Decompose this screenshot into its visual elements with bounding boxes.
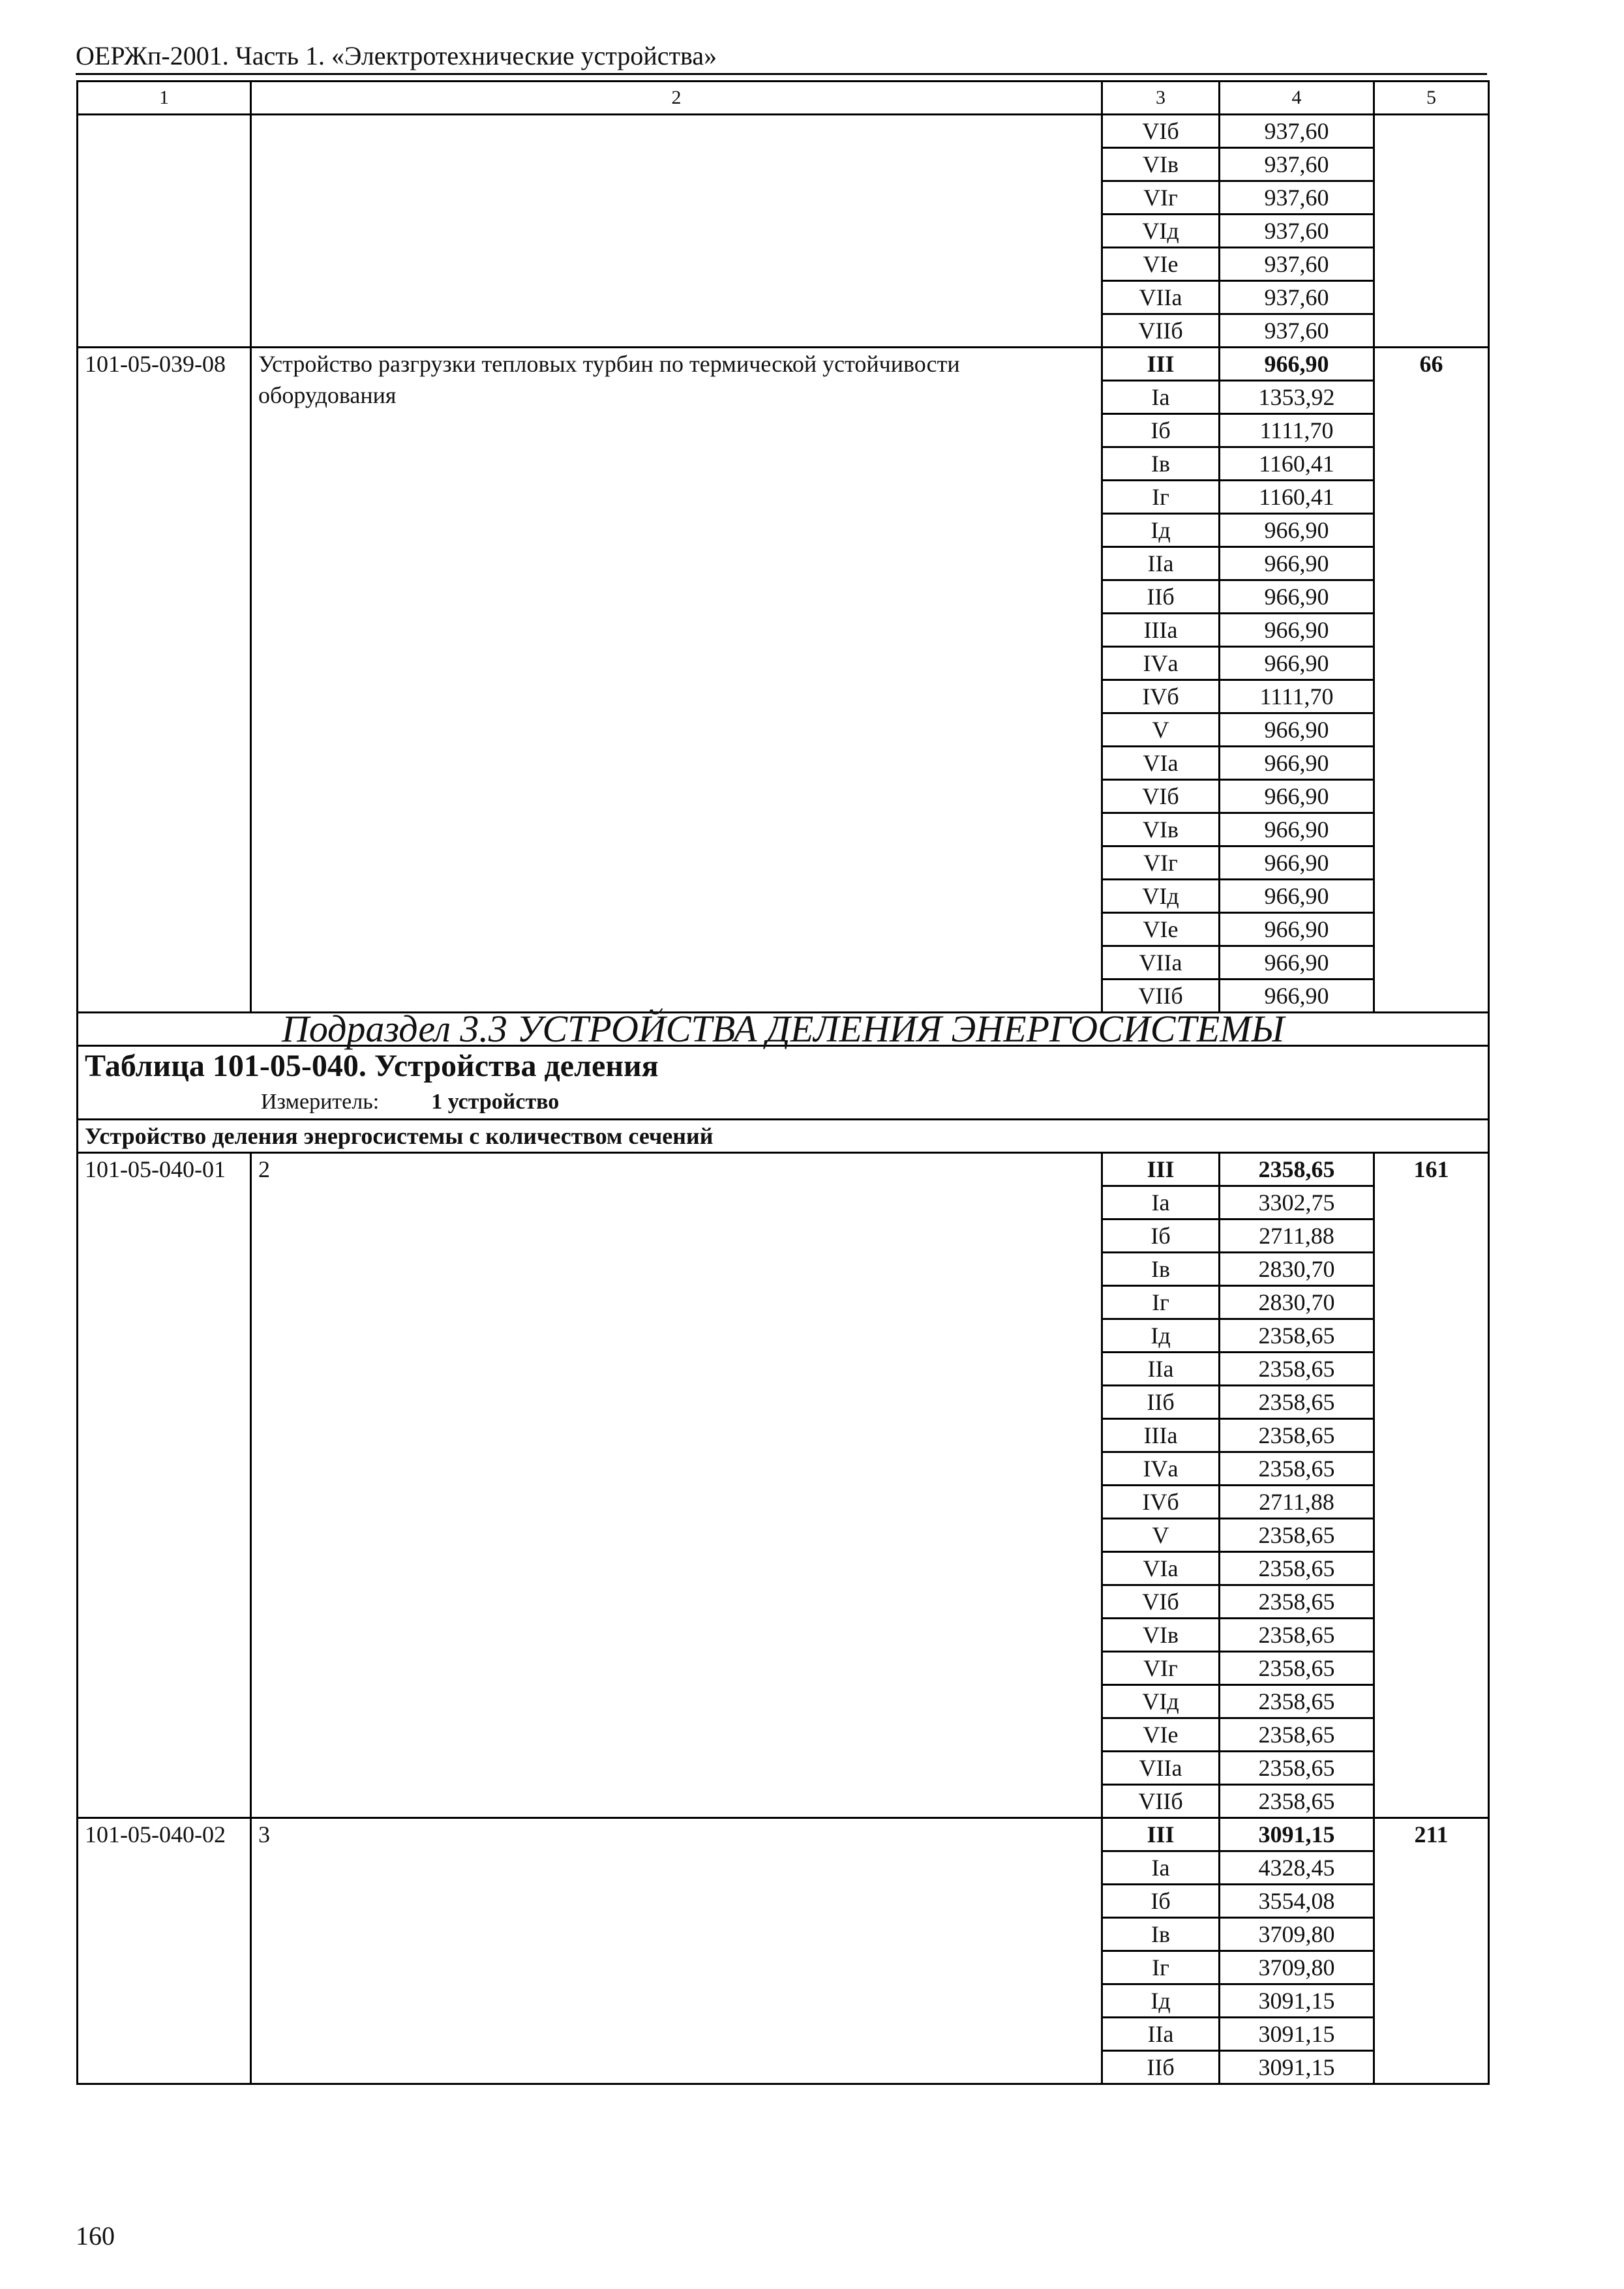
price-table [76, 80, 1490, 2085]
zone-cell: IIб [1102, 580, 1220, 614]
table-row [78, 1818, 1489, 1851]
price-cell: 2358,65 [1220, 1353, 1374, 1386]
column5-cell: 161 [1374, 1153, 1489, 1818]
zone-cell: VIIа [1102, 1752, 1220, 1785]
description-cell [251, 115, 1102, 348]
price-cell: 966,90 [1220, 348, 1374, 381]
zone-cell: VIд [1102, 880, 1220, 913]
price-table-body [78, 82, 1489, 2084]
price-cell: 937,60 [1220, 181, 1374, 215]
price-cell: 966,90 [1220, 980, 1374, 1013]
price-cell: 3091,15 [1220, 1818, 1374, 1851]
zone-cell: IIIа [1102, 1419, 1220, 1452]
group-title-row [78, 1120, 1489, 1153]
price-cell: 1160,41 [1220, 447, 1374, 481]
price-cell: 937,60 [1220, 314, 1374, 348]
price-cell: 2358,65 [1220, 1652, 1374, 1685]
zone-cell: VIIа [1102, 946, 1220, 980]
measure-value: 1 устройство [431, 1090, 560, 1114]
table-row [78, 1153, 1489, 1186]
measure-label: Измеритель: [261, 1090, 380, 1114]
price-cell: 2358,65 [1220, 1685, 1374, 1718]
zone-cell: Iд [1102, 1984, 1220, 2018]
price-cell: 2358,65 [1220, 1386, 1374, 1419]
zone-cell: VIIб [1102, 314, 1220, 348]
description-cell: 2 [251, 1153, 1102, 1818]
zone-cell: IIIа [1102, 614, 1220, 647]
zone-cell: III [1102, 348, 1220, 381]
zone-cell: Iг [1102, 1951, 1220, 1984]
zone-cell: IIа [1102, 547, 1220, 580]
zone-cell: VIб [1102, 115, 1220, 148]
price-cell: 1353,92 [1220, 381, 1374, 414]
price-cell: 966,90 [1220, 747, 1374, 780]
position-code-cell [78, 115, 251, 348]
price-cell: 2358,65 [1220, 1752, 1374, 1785]
price-cell: 966,90 [1220, 813, 1374, 846]
zone-cell: Iд [1102, 1319, 1220, 1353]
price-cell: 3709,80 [1220, 1951, 1374, 1984]
position-code-cell: 101-05-040-02 [78, 1818, 251, 2084]
column-number: 3 [1102, 82, 1220, 115]
price-cell: 2711,88 [1220, 1219, 1374, 1253]
column5-cell: 211 [1374, 1818, 1489, 2084]
price-cell: 2358,65 [1220, 1619, 1374, 1652]
price-cell: 2711,88 [1220, 1486, 1374, 1519]
price-cell: 966,90 [1220, 614, 1374, 647]
price-cell: 2358,65 [1220, 1452, 1374, 1486]
price-cell: 3091,15 [1220, 2018, 1374, 2051]
zone-cell: Iб [1102, 414, 1220, 447]
price-cell: 966,90 [1220, 580, 1374, 614]
price-cell: 2358,65 [1220, 1153, 1374, 1186]
measure-line [261, 1086, 1481, 1118]
price-cell: 966,90 [1220, 946, 1374, 980]
zone-cell: VIв [1102, 148, 1220, 181]
zone-cell: VIIа [1102, 281, 1220, 314]
price-cell: 937,60 [1220, 281, 1374, 314]
running-header: ОЕРЖп-2001. Часть 1. «Электротехнические устройства» [76, 41, 717, 70]
column5-cell [1374, 115, 1489, 348]
price-cell: 2358,65 [1220, 1718, 1374, 1752]
zone-cell: Iг [1102, 481, 1220, 514]
price-cell: 3554,08 [1220, 1885, 1374, 1918]
zone-cell: VIг [1102, 846, 1220, 880]
zone-cell: IIа [1102, 1353, 1220, 1386]
description-cell: Устройство разгрузки тепловых турбин по термической устойчивости оборудования [251, 348, 1102, 1013]
price-cell: 1160,41 [1220, 481, 1374, 514]
page-number: 160 [76, 2221, 115, 2251]
description-cell: 3 [251, 1818, 1102, 2084]
price-cell: 966,90 [1220, 780, 1374, 813]
column-number: 5 [1374, 82, 1489, 115]
price-cell: 937,60 [1220, 148, 1374, 181]
price-cell: 937,60 [1220, 115, 1374, 148]
price-cell: 2358,65 [1220, 1552, 1374, 1585]
table-title-cell-row [78, 1046, 1489, 1120]
price-cell: 966,90 [1220, 846, 1374, 880]
zone-cell: Iб [1102, 1219, 1220, 1253]
zone-cell: IVа [1102, 647, 1220, 680]
zone-cell: Iг [1102, 1286, 1220, 1319]
zone-cell: VIIб [1102, 980, 1220, 1013]
zone-cell: III [1102, 1818, 1220, 1851]
table-title-cell [78, 1046, 1489, 1120]
price-cell: 2358,65 [1220, 1319, 1374, 1353]
column-number: 1 [78, 82, 251, 115]
price-cell: 4328,45 [1220, 1851, 1374, 1885]
table-row [78, 348, 1489, 381]
table-row [78, 115, 1489, 148]
zone-cell: VIг [1102, 1652, 1220, 1685]
zone-cell: IVа [1102, 1452, 1220, 1486]
price-cell: 937,60 [1220, 248, 1374, 281]
zone-cell: IIб [1102, 1386, 1220, 1419]
zone-cell: V [1102, 1519, 1220, 1552]
zone-cell: IIа [1102, 2018, 1220, 2051]
table-title: Таблица 101-05-040. Устройства деления [85, 1049, 659, 1083]
zone-cell: VIе [1102, 913, 1220, 946]
zone-cell: VIб [1102, 1585, 1220, 1619]
zone-cell: IVб [1102, 680, 1220, 713]
zone-cell: VIд [1102, 1685, 1220, 1718]
zone-cell: VIб [1102, 780, 1220, 813]
zone-cell: VIе [1102, 1718, 1220, 1752]
column5-cell: 66 [1374, 348, 1489, 1013]
position-code-cell: 101-05-040-01 [78, 1153, 251, 1818]
price-cell: 966,90 [1220, 514, 1374, 547]
zone-cell: IIб [1102, 2051, 1220, 2084]
zone-cell: Iв [1102, 1253, 1220, 1286]
zone-cell: VIв [1102, 813, 1220, 846]
zone-cell: Iд [1102, 514, 1220, 547]
subsection-title-row [78, 1013, 1489, 1046]
price-cell: 1111,70 [1220, 680, 1374, 713]
zone-cell: III [1102, 1153, 1220, 1186]
zone-cell: Iб [1102, 1885, 1220, 1918]
price-cell: 966,90 [1220, 547, 1374, 580]
price-cell: 2358,65 [1220, 1419, 1374, 1452]
price-cell: 966,90 [1220, 913, 1374, 946]
position-code-cell: 101-05-039-08 [78, 348, 251, 1013]
zone-cell: Iв [1102, 1918, 1220, 1951]
group-title: Устройство деления энергосистемы с количеством сечений [78, 1120, 1489, 1153]
column-number: 4 [1220, 82, 1374, 115]
price-cell: 2830,70 [1220, 1286, 1374, 1319]
price-cell: 3091,15 [1220, 1984, 1374, 2018]
zone-cell: Iа [1102, 1851, 1220, 1885]
price-cell: 966,90 [1220, 647, 1374, 680]
price-cell: 2358,65 [1220, 1785, 1374, 1818]
zone-cell: VIIб [1102, 1785, 1220, 1818]
price-cell: 966,90 [1220, 880, 1374, 913]
zone-cell: VIе [1102, 248, 1220, 281]
zone-cell: Iа [1102, 1186, 1220, 1219]
column-number: 2 [251, 82, 1102, 115]
price-cell: 3302,75 [1220, 1186, 1374, 1219]
zone-cell: V [1102, 713, 1220, 747]
price-cell: 937,60 [1220, 215, 1374, 248]
zone-cell: VIв [1102, 1619, 1220, 1652]
price-cell: 966,90 [1220, 713, 1374, 747]
price-cell: 1111,70 [1220, 414, 1374, 447]
zone-cell: Iв [1102, 447, 1220, 481]
zone-cell: VIг [1102, 181, 1220, 215]
zone-cell: IVб [1102, 1486, 1220, 1519]
zone-cell: Iа [1102, 381, 1220, 414]
price-cell: 3709,80 [1220, 1918, 1374, 1951]
subsection-title: Подраздел 3.3 УСТРОЙСТВА ДЕЛЕНИЯ ЭНЕРГОСИСТЕМЫ [78, 1013, 1489, 1046]
column-number-row [78, 82, 1489, 115]
price-cell: 3091,15 [1220, 2051, 1374, 2084]
zone-cell: VIа [1102, 747, 1220, 780]
price-cell: 2358,65 [1220, 1585, 1374, 1619]
price-cell: 2358,65 [1220, 1519, 1374, 1552]
header-rule [76, 73, 1487, 75]
zone-cell: VIд [1102, 215, 1220, 248]
price-cell: 2830,70 [1220, 1253, 1374, 1286]
zone-cell: VIа [1102, 1552, 1220, 1585]
